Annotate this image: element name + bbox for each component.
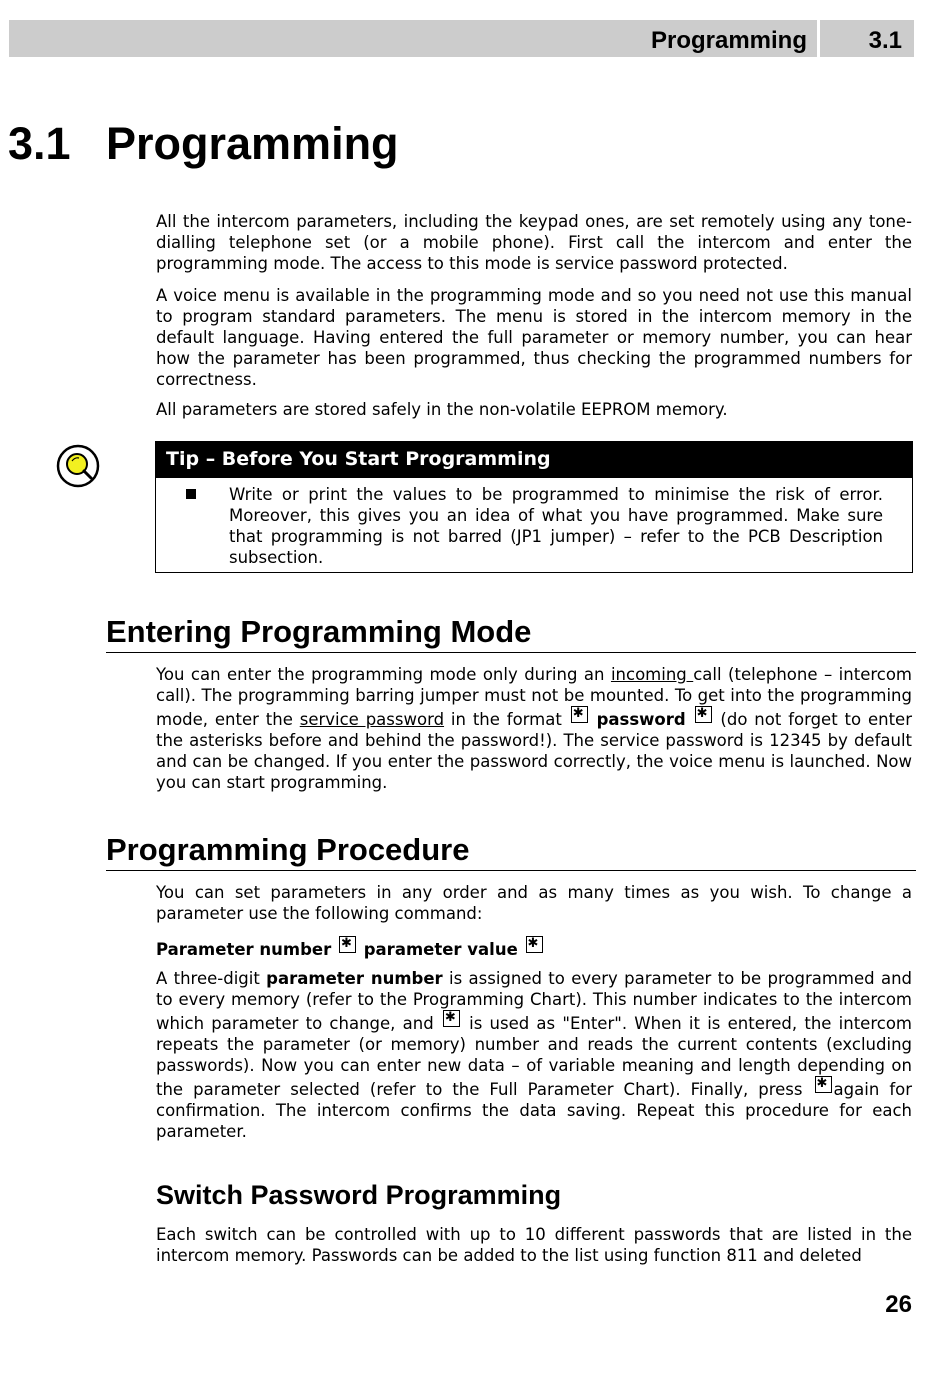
entering-paragraph — [156, 664, 912, 793]
procedure-paragraph-2 — [156, 968, 912, 1142]
password-term: password — [596, 710, 686, 729]
lightbulb-icon — [56, 444, 100, 488]
parameter-number-term: parameter number — [266, 969, 443, 988]
text-run: again for confirmation. The intercom confirms the data saving. Repeat this procedure for each parameter. — [156, 1080, 913, 1141]
page-header — [9, 20, 914, 57]
asterisk-key-icon — [571, 706, 588, 723]
page-title-number: 3.1 — [8, 118, 71, 169]
header-section-number: 3.1 — [868, 27, 902, 54]
text-run: You can enter the programming mode only during an — [156, 665, 611, 684]
heading-programming-procedure: Programming Procedure — [106, 832, 916, 871]
asterisk-key-icon — [695, 706, 712, 723]
text-run: is assigned to every parameter to be programmed and to every memory (refer to the Programming Chart). This number indicates to the intercom which parameter to change, and — [156, 969, 913, 1033]
tip-box — [155, 441, 913, 573]
text-run: call (telephone – intercom call). The programming barring jumper must not be mounted. To get into the programming mode, enter the — [156, 665, 913, 729]
service-password-term: service password — [299, 710, 445, 729]
procedure-paragraph-1: You can set parameters in any order and as many times as you wish. To change a parameter use the following command: — [156, 883, 912, 923]
page-number: 26 — [885, 1291, 912, 1318]
text-run: in the format — [444, 710, 569, 729]
tip-text: Write or print the values to be programmed to minimise the risk of error. Moreover, this gives you an idea of what you have programmed. Make sure that programming is not barred (JP1 jumper) – refer to the PCB Description subsection. — [229, 485, 883, 567]
text-run: A three-digit — [156, 969, 267, 988]
bullet-icon — [186, 489, 196, 499]
intro-paragraph-3: All parameters are stored safely in the non-volatile EEPROM memory. — [156, 400, 728, 419]
heading-entering-programming-mode: Entering Programming Mode — [106, 614, 916, 653]
text-run: (do not forget to enter the asterisks before and behind the password!). The service password is 12345 by default and can be changed. If you enter the password correctly, the voice menu is launched. Now you can start programming. — [156, 710, 912, 792]
command-syntax — [156, 936, 912, 960]
tip-title: Tip – Before You Start Programming — [156, 442, 912, 478]
switch-paragraph: Each switch can be controlled with up to 10 different passwords that are listed in the intercom memory. Passwords can be added to the list using function 811 and deleted — [156, 1225, 912, 1265]
command-parameter-value: parameter value — [363, 940, 518, 959]
page-title-text: Programming — [106, 118, 399, 169]
text-run: is used as "Enter". When it is entered, the intercom repeats the parameter (or memory) number and reads the current contents (excluding passwords). Now you can enter new data – of variable meaning and length depending on the parameter selected (refer to the Full Parameter Chart). Finally, press — [156, 1014, 912, 1099]
command-parameter-number: Parameter number — [156, 940, 332, 959]
intro-paragraph-1: All the intercom parameters, including the keypad ones, are set remotely using any tone-dialling telephone set (or a mobile phone). First call the intercom and enter the programming mode. The access to this mode is service password protected. — [156, 212, 912, 273]
incoming-term: incoming — [610, 665, 694, 684]
page-title — [8, 118, 399, 170]
asterisk-key-icon — [339, 936, 356, 953]
intro-paragraph-2: A voice menu is available in the programming mode and so you need not use this manual to program standard parameters. The menu is stored in the intercom memory in the default language. Having entered the full parameter or memory number, you can hear how the parameter has been programmed, thus checking the programmed numbers for correctness. — [156, 286, 912, 389]
header-title: Programming — [650, 27, 807, 54]
heading-switch-password-programming: Switch Password Programming — [156, 1180, 562, 1210]
asterisk-key-icon — [815, 1076, 832, 1093]
asterisk-key-icon — [526, 936, 543, 953]
asterisk-key-icon — [443, 1010, 460, 1027]
